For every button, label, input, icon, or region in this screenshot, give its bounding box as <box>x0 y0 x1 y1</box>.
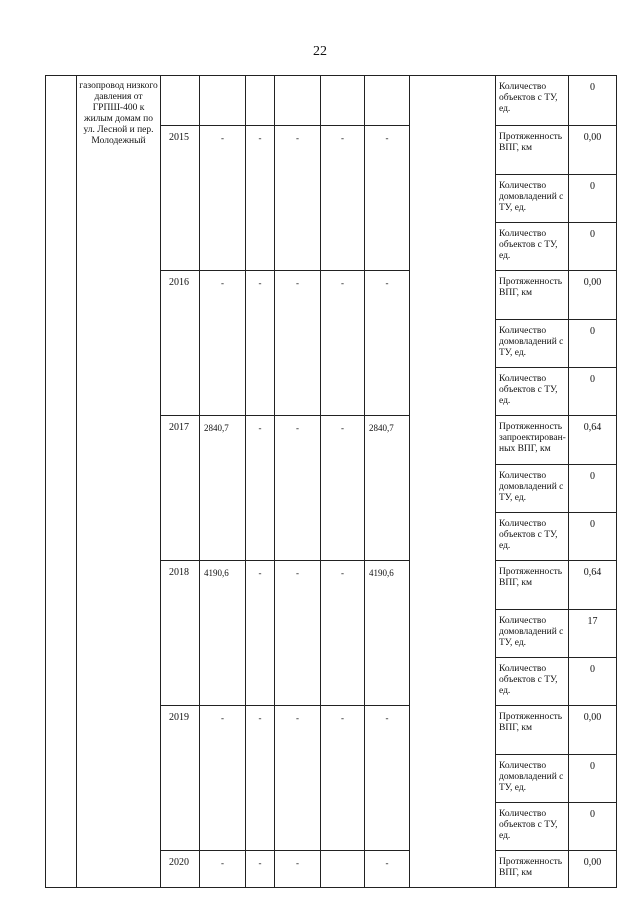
table-body <box>46 76 617 888</box>
value-cell: - <box>275 126 321 271</box>
value-cell <box>200 76 246 126</box>
value-cell: - <box>365 126 410 271</box>
indicator-value-cell: 0,64 <box>569 416 617 465</box>
indicator-label-cell: Протяженность ВПГ, км <box>496 126 569 175</box>
indicator-value-cell: 0 <box>569 223 617 271</box>
indicator-value-cell: 0,00 <box>569 126 617 175</box>
indicator-label-cell: Количество объектов с ТУ, ед. <box>496 76 569 126</box>
indicator-value-cell: 0,64 <box>569 561 617 610</box>
value-cell <box>321 76 365 126</box>
indicator-value-cell: 0,00 <box>569 271 617 320</box>
indicator-label-cell: Количество объектов с ТУ, ед. <box>496 223 569 271</box>
value-cell: - <box>246 561 275 706</box>
value-cell: - <box>246 706 275 851</box>
indicator-label-cell: Протяженность ВПГ, км <box>496 561 569 610</box>
indicator-label-cell: Количество объектов с ТУ, ед. <box>496 803 569 851</box>
value-cell: - <box>365 851 410 888</box>
value-cell: - <box>200 126 246 271</box>
value-cell: - <box>246 271 275 416</box>
value-cell: 2840,7 <box>200 416 246 561</box>
value-cell <box>246 76 275 126</box>
value-cell: - <box>365 271 410 416</box>
year-cell: 2018 <box>161 561 200 706</box>
indicator-value-cell: 0 <box>569 465 617 513</box>
indicator-value-cell: 0 <box>569 320 617 368</box>
value-cell <box>365 76 410 126</box>
value-cell: - <box>275 271 321 416</box>
value-cell <box>275 76 321 126</box>
indicator-label-cell: Количество домовладений с ТУ, ед. <box>496 610 569 658</box>
value-cell: - <box>321 561 365 706</box>
year-cell: 2015 <box>161 126 200 271</box>
table-row <box>46 76 617 126</box>
indicator-label-cell: Количество объектов с ТУ, ед. <box>496 513 569 561</box>
value-cell: - <box>275 851 321 888</box>
blank-column-cell <box>46 76 77 888</box>
empty-column-cell <box>410 76 496 888</box>
indicator-value-cell: 0 <box>569 368 617 416</box>
value-cell: - <box>246 126 275 271</box>
indicator-label-cell: Количество домовладений с ТУ, ед. <box>496 320 569 368</box>
value-cell: - <box>200 706 246 851</box>
program-table <box>45 75 617 888</box>
object-name-cell: газопровод низкого давления от ГРПШ-400 к жилым домам по ул. Лесной и пер. Молодежный <box>77 76 161 888</box>
indicator-value-cell: 17 <box>569 610 617 658</box>
indicator-value-cell: 0 <box>569 658 617 706</box>
value-cell: - <box>321 271 365 416</box>
value-cell: - <box>246 416 275 561</box>
indicator-value-cell: 0,00 <box>569 706 617 755</box>
indicator-value-cell: 0 <box>569 76 617 126</box>
page-number: 22 <box>313 44 327 59</box>
value-cell: - <box>275 561 321 706</box>
value-cell: - <box>321 706 365 851</box>
year-cell: 2017 <box>161 416 200 561</box>
value-cell: - <box>275 416 321 561</box>
value-cell: - <box>246 851 275 888</box>
value-cell: - <box>275 706 321 851</box>
indicator-label-cell: Количество домовладений с ТУ, ед. <box>496 175 569 223</box>
value-cell: - <box>200 271 246 416</box>
indicator-label-cell: Количество объектов с ТУ, ед. <box>496 368 569 416</box>
year-cell: 2019 <box>161 706 200 851</box>
indicator-value-cell: 0 <box>569 803 617 851</box>
year-cell <box>161 76 200 126</box>
value-cell: 4190,6 <box>200 561 246 706</box>
value-cell <box>321 851 365 888</box>
indicator-value-cell: 0 <box>569 175 617 223</box>
value-cell: - <box>200 851 246 888</box>
indicator-label-cell: Количество домовладений с ТУ, ед. <box>496 465 569 513</box>
value-cell: - <box>321 126 365 271</box>
year-cell: 2020 <box>161 851 200 888</box>
indicator-label-cell: Протяженность запроектирован-ных ВПГ, км <box>496 416 569 465</box>
indicator-value-cell: 0 <box>569 755 617 803</box>
value-cell: - <box>321 416 365 561</box>
value-cell: 4190,6 <box>365 561 410 706</box>
indicator-label-cell: Протяженность ВПГ, км <box>496 706 569 755</box>
indicator-value-cell: 0 <box>569 513 617 561</box>
value-cell: 2840,7 <box>365 416 410 561</box>
indicator-label-cell: Протяженность ВПГ, км <box>496 851 569 888</box>
indicator-label-cell: Протяженность ВПГ, км <box>496 271 569 320</box>
year-cell: 2016 <box>161 271 200 416</box>
indicator-label-cell: Количество домовладений с ТУ, ед. <box>496 755 569 803</box>
indicator-value-cell: 0,00 <box>569 851 617 888</box>
value-cell: - <box>365 706 410 851</box>
indicator-label-cell: Количество объектов с ТУ, ед. <box>496 658 569 706</box>
